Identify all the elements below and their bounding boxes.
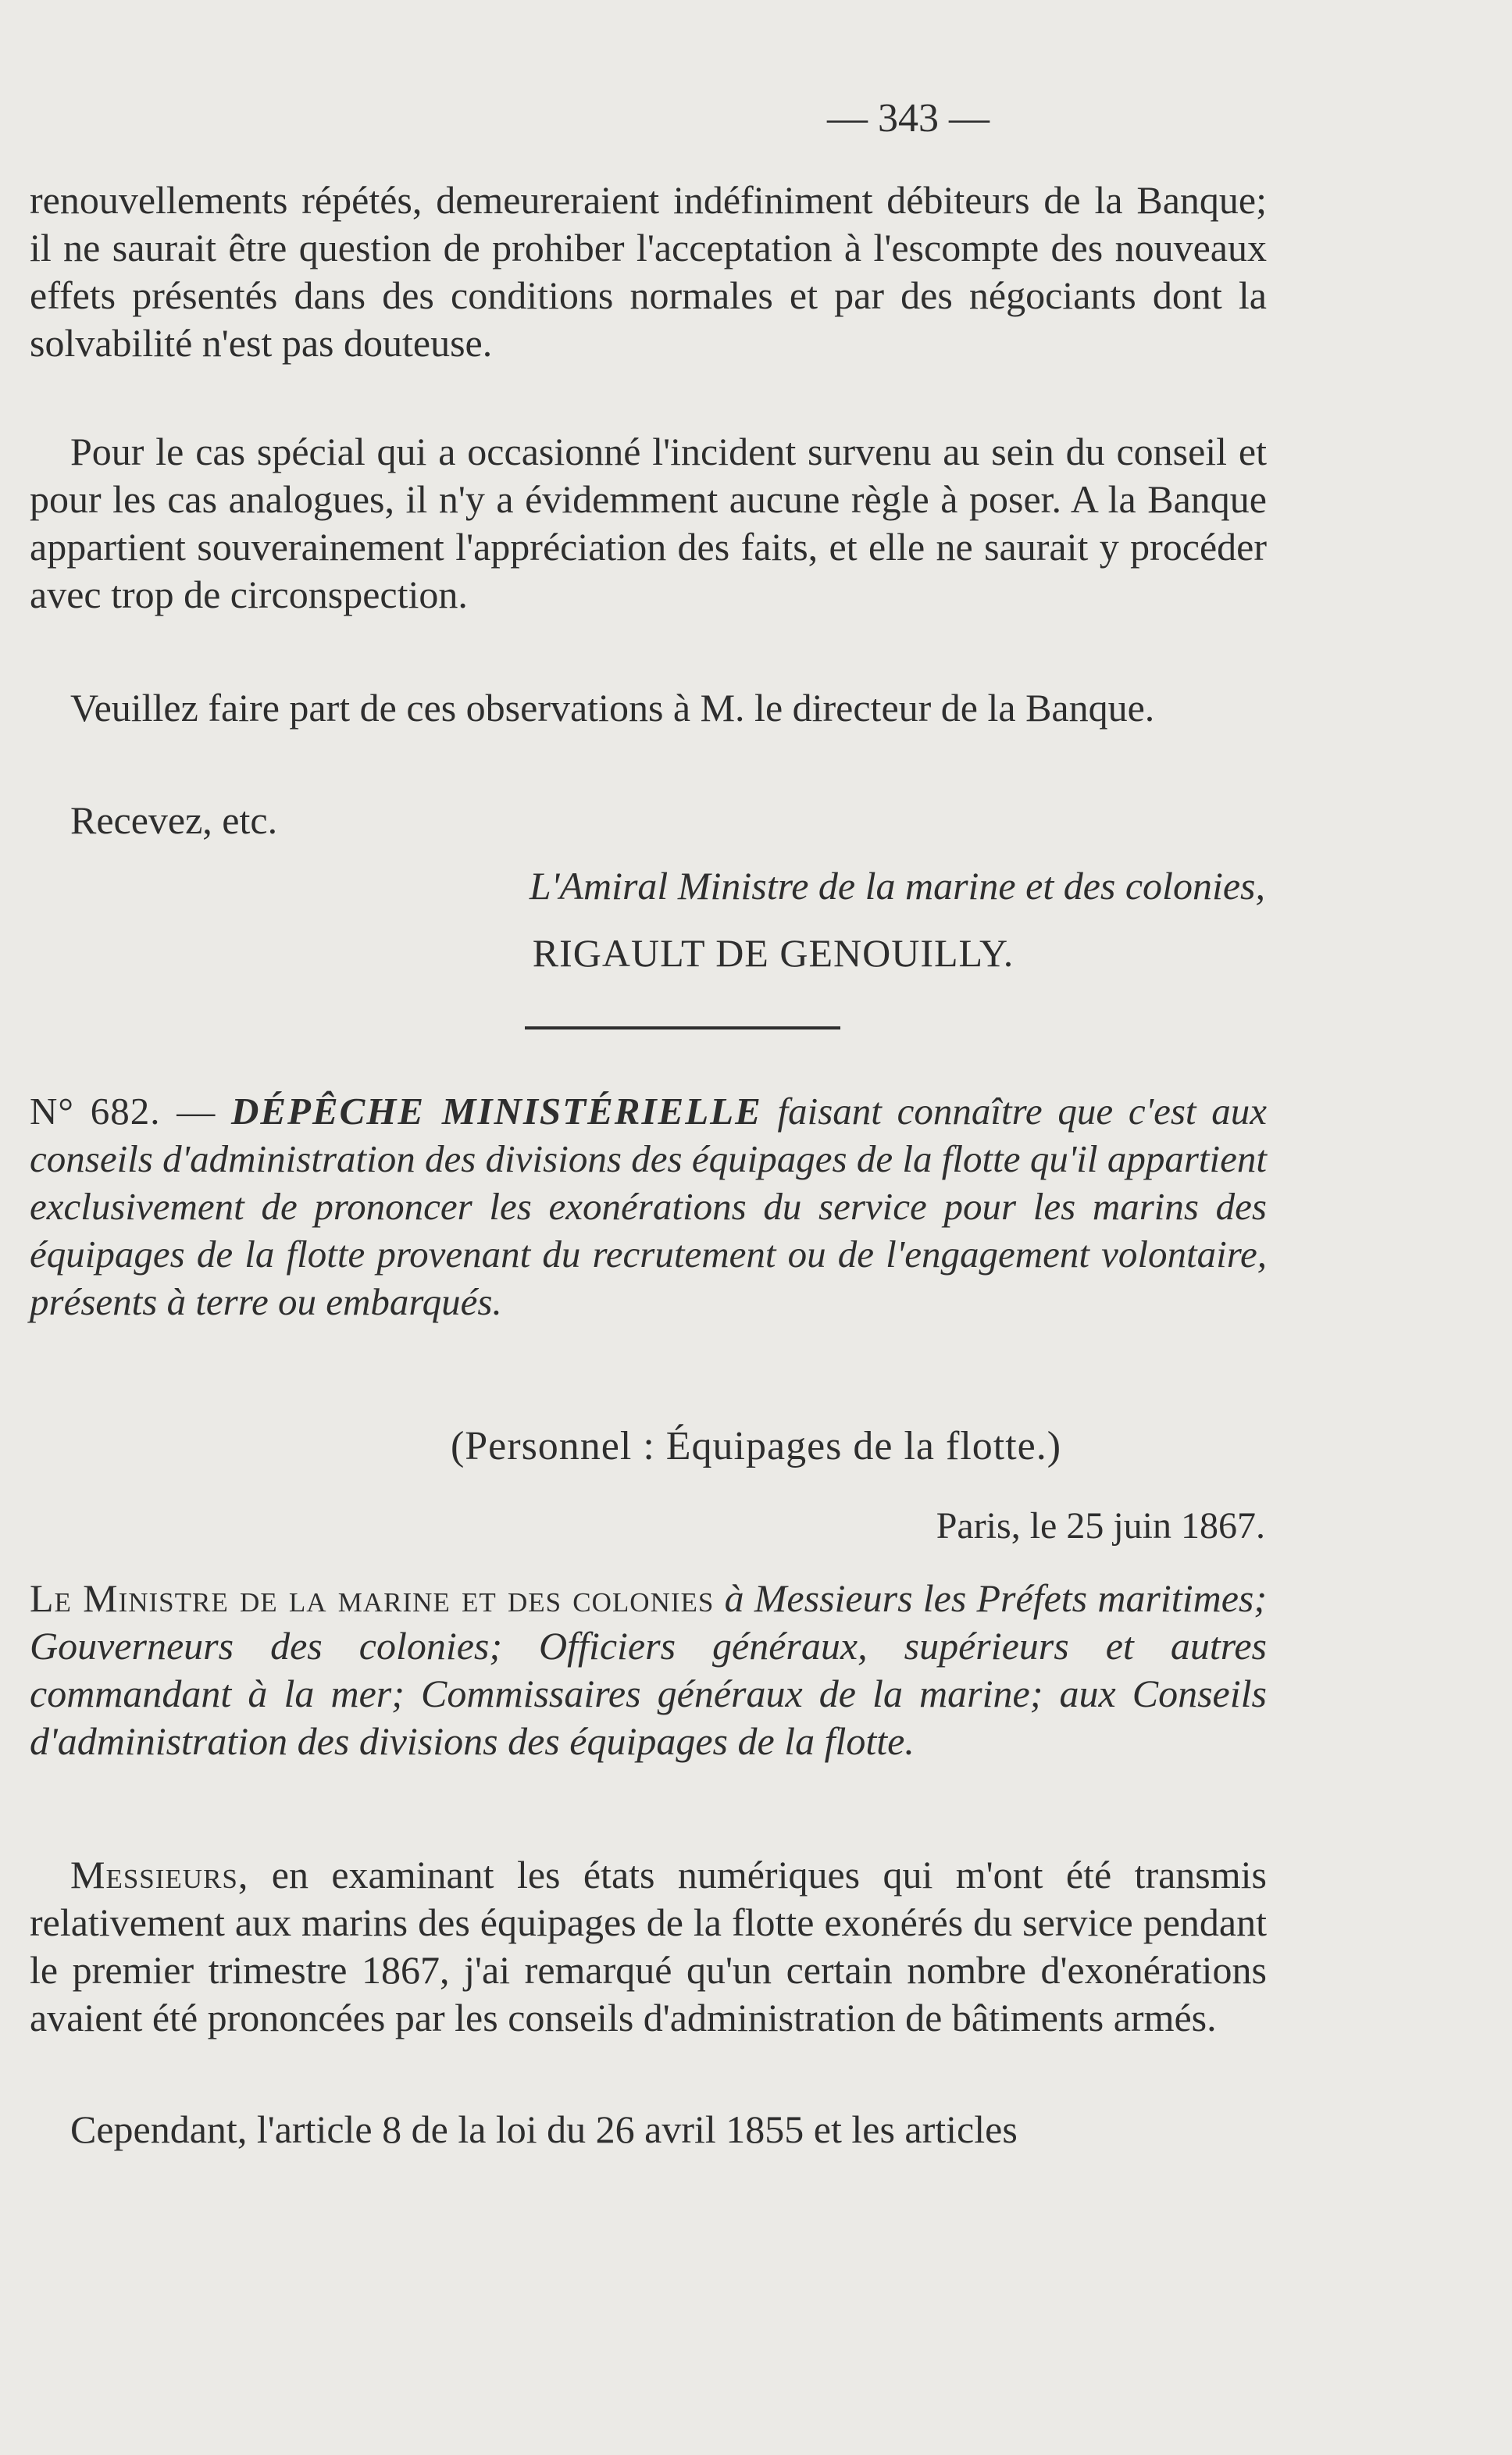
page-number bbox=[0, 95, 1512, 142]
paragraph-observations: Veuillez faire part de ces observations à M. le directeur de la Banque. bbox=[70, 686, 1155, 730]
body-paragraph-two: Cependant, l'article 8 de la loi du 26 avril 1855 et les articles bbox=[70, 2107, 1018, 2151]
section-heading: (Personnel : Équipages de la flotte.) bbox=[450, 1424, 1062, 1468]
signature-name: RIGAULT DE GENOUILLY. bbox=[532, 931, 1015, 975]
address-block bbox=[30, 1575, 1267, 1765]
body-paragraph-one-text: en examinant les états numériques qui m'ont été transmis relativement aux marins des équipages de la flotte exonérés du service pendant le premier trimestre 1867, j'ai remarqué qu'un certain nombre d'exonérations avaient été prononcées par les conseils d'administration de bâtiments armés. bbox=[30, 1853, 1267, 2039]
address-recipients: à Messieurs les Préfets maritimes; Gouverneurs des colonies; Officiers généraux, supérieurs et autres commandant à la mer; Commissaires généraux de la marine; aux Conseils d'administration des divisions des équipages de la flotte. bbox=[30, 1576, 1268, 1763]
depeche-title: DÉPÊCHE MINISTÉRIELLE bbox=[230, 1090, 762, 1133]
address-sender: Le Ministre de la marine et des colonies bbox=[30, 1576, 715, 1620]
body-paragraph-one bbox=[30, 1851, 1267, 2042]
depeche-number: N° 682. — bbox=[30, 1090, 216, 1133]
page-number-text: — 343 — bbox=[827, 96, 990, 141]
date-line: Paris, le 25 juin 1867. bbox=[936, 1505, 1265, 1547]
depeche-header bbox=[30, 1087, 1267, 1326]
depeche-summary: faisant connaître que c'est aux conseils d'administration des divisions des équipages de la flotte qu'il appartient exclusivement de prononcer les exonérations du service pour les marins des équipages de la flotte provenant du recrutement ou de l'engagement volontaire, présents à terre ou embarqués. bbox=[30, 1090, 1267, 1323]
body-salutation: Messieurs, bbox=[70, 1853, 249, 1897]
paragraph-special-case: Pour le cas spécial qui a occasionné l'incident survenu au sein du conseil et pour les cas analogues, il n'y a évidemment aucune règle à poser. A la Banque appartient souverainement l'appréciation des faits, et elle ne saurait y procéder avec trop de circonspection. bbox=[30, 430, 1267, 616]
section-divider bbox=[525, 1026, 840, 1029]
paragraph-closing: Recevez, etc. bbox=[70, 798, 278, 842]
signature-role: L'Amiral Ministre de la marine et des colonies, bbox=[529, 864, 1265, 908]
paragraph-continuation: renouvellements répétés, demeureraient indéfiniment débiteurs de la Banque; il ne saurait être question de prohiber l'acceptation à l'escompte des nouveaux effets présentés dans des conditions normales et par des négociants dont la solvabilité n'est pas douteuse. bbox=[30, 178, 1267, 365]
